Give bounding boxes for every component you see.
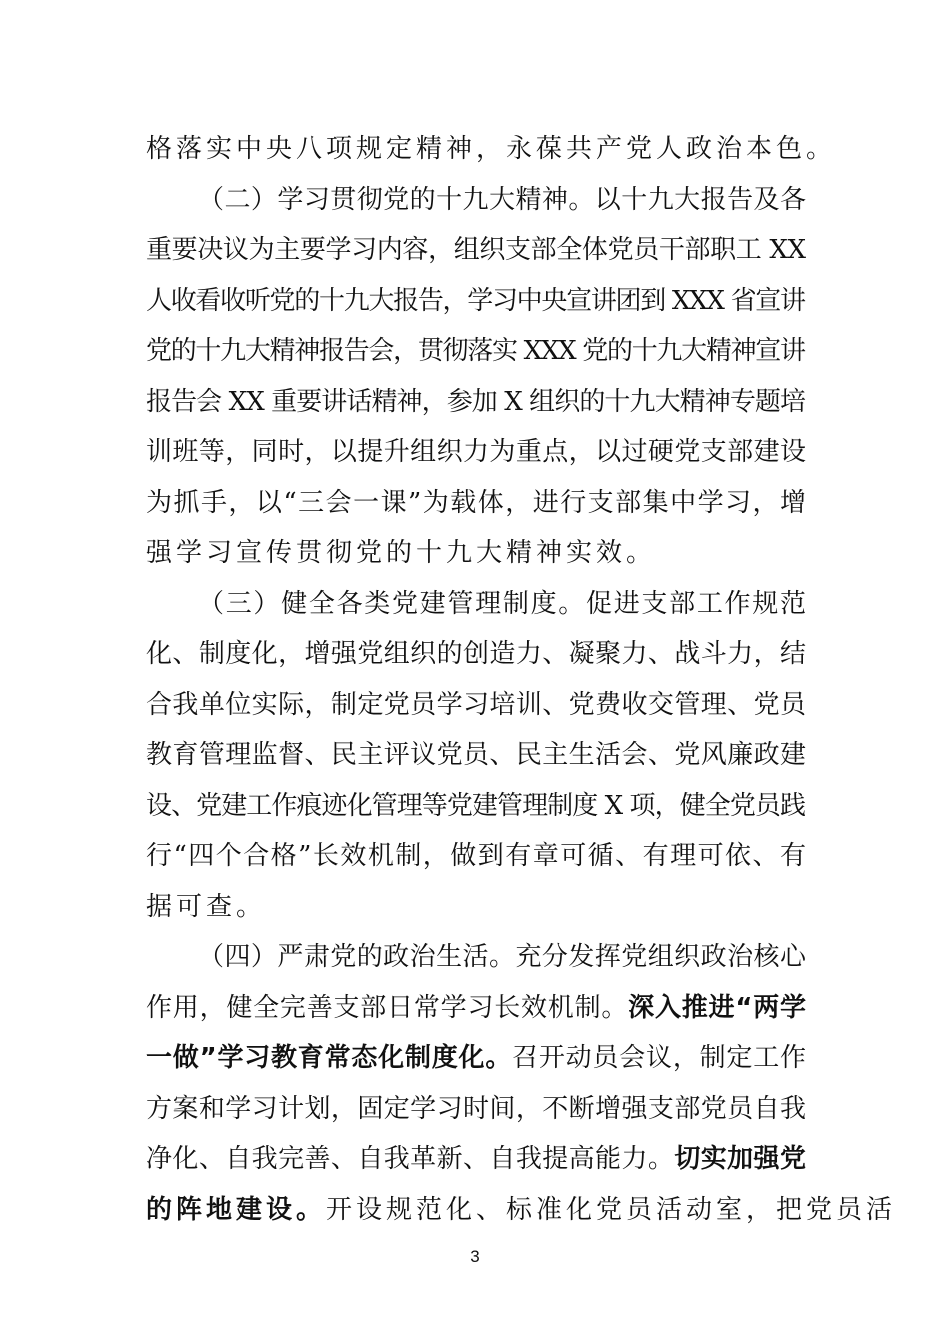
text-segment: 合我单位实际，制定党员学习培训、党费收交管理、党员 [146,690,807,720]
text-segment: 方案和学习计划，固定学习时间，不断增强支部党员自我 [146,1094,807,1124]
text-segment: 作用，健全完善支部日常学习长效机制。 [146,993,629,1023]
text-segment: 开设规范化、标准化党员活动室，把党员活 [326,1195,897,1225]
text-segment: 重要决议为主要学习内容，组织支部全体党员干部职工 XX [146,235,806,265]
text-segment: 设、党建工作痕迹化管理等党建管理制度 X 项，健全党员践 [146,791,806,821]
text-segment: 党的十九大精神报告会，贯彻落实 XXX 党的十九大精神宣讲 [146,336,805,366]
text-line [198,941,806,973]
text-segment: 报告会 XX 重要讲话精神，参加 X 组织的十九大精神专题培 [146,387,806,417]
text-segment: 为抓手，以“三会一课”为载体，进行支部集中学习，增 [146,488,808,518]
text-line [146,133,836,165]
text-segment: 化、制度化，增强党组织的创造力、凝聚力、战斗力，结 [146,639,807,669]
text-segment: 教育管理监督、民主评议党员、民主生活会、党风廉政建 [146,740,807,770]
text-segment: 训班等，同时，以提升组织力为重点，以过硬党支部建设 [146,437,807,467]
text-segment: （三）健全各类党建管理制度。促进支部工作规范 [198,589,808,619]
text-segment: 格落实中央八项规定精神，永葆共产党人政治本色。 [146,134,837,164]
text-line [146,487,807,519]
text-line [146,790,805,822]
text-line [146,638,806,670]
text-line [146,891,266,923]
text-line [146,739,806,771]
text-line [146,436,806,468]
bold-text-segment: 切实加强党 [674,1144,807,1174]
text-segment: 据可查。 [146,892,267,922]
text-segment: 净化、自我完善、自我革新、自我提高能力。 [146,1144,675,1174]
text-line [146,840,807,872]
text-line [146,234,806,266]
bold-text-segment: 深入推进“两学 [628,993,807,1023]
text-line [146,689,806,721]
text-segment: 强学习宣传贯彻党的十九大精神实效。 [146,538,657,568]
text-line [146,386,805,418]
text-line [146,285,805,317]
bold-text-segment: 的阵地建设。 [146,1195,327,1225]
text-line [146,537,656,569]
text-segment: 召开动员会议，制定工作 [512,1043,807,1073]
text-line [146,992,807,1024]
text-segment: （二）学习贯彻党的十九大精神。以十九大报告及各 [198,185,807,215]
text-line [198,184,806,216]
text-segment: 行“四个合格”长效机制，做到有章可循、有理可依、有 [146,841,808,871]
text-line [146,1042,807,1074]
text-line [146,1143,806,1175]
text-segment: 人收看收听党的十九大报告，学习中央宣讲团到 XXX 省宣讲 [146,286,805,316]
text-line [146,1093,806,1125]
text-line [146,335,805,367]
text-line [146,1194,896,1226]
text-line [198,588,808,620]
bold-text-segment: 一做”学习教育常态化制度化。 [146,1043,513,1073]
text-segment: （四）严肃党的政治生活。充分发挥党组织政治核心 [198,942,807,972]
page-number: 3 [470,1247,480,1266]
